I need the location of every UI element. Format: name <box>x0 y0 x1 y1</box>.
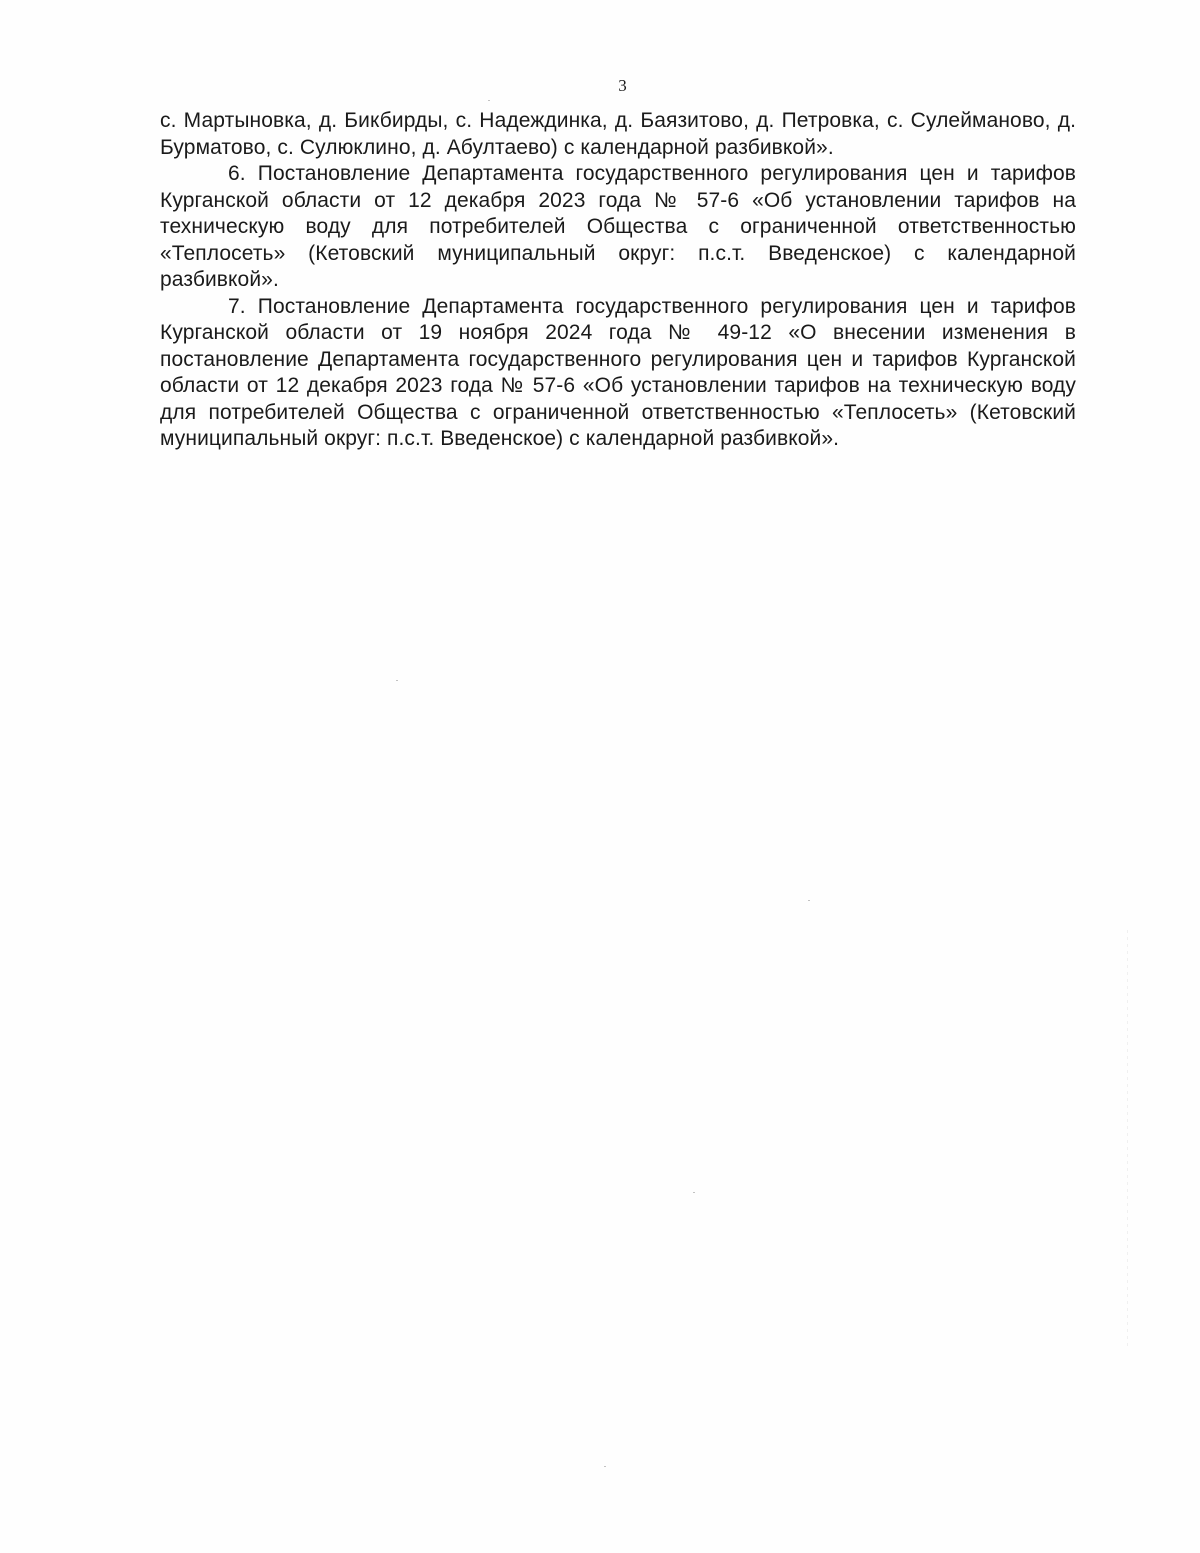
scan-speck <box>396 680 398 681</box>
scan-edge-artifact <box>1127 930 1128 1350</box>
scan-speck <box>693 1192 695 1193</box>
scan-speck <box>604 1466 606 1467</box>
paragraph-continuation: с. Мартыновка, д. Бикбирды, с. Надеждинка, д. Баязитово, д. Петровка, с. Сулейманово, д. Бурматово, с. Сулюклино, д. Абултаево) с календарной разбивкой». <box>160 109 1076 159</box>
page-number: 3 <box>618 76 627 95</box>
document-body <box>160 108 1076 453</box>
scan-speck <box>488 100 490 101</box>
scan-speck <box>808 900 810 901</box>
paragraph-item-7: 7. Постановление Департамента государственного регулирования цен и тарифов Курганской области от 19 ноября 2024 года № 49-12 «О внесении изменения в постановление Департамента государственного регулирования цен и тарифов Курганской области от 12 декабря 2023 года № 57-6 «Об установлении тарифов на техническую воду для потребителей Общества с ограниченной ответственностью «Теплосеть» (Кетовский муниципальный округ: п.с.т. Введенское) с календарной разбивкой». <box>160 294 1076 450</box>
paragraph-item-6: 6. Постановление Департамента государственного регулирования цен и тарифов Курганской области от 12 декабря 2023 года № 57-6 «Об установлении тарифов на техническую воду для потребителей Общества с ограниченной ответственностью «Теплосеть» (Кетовский муниципальный округ: п.с.т. Введенское) с календарной разбивкой». <box>160 162 1076 291</box>
